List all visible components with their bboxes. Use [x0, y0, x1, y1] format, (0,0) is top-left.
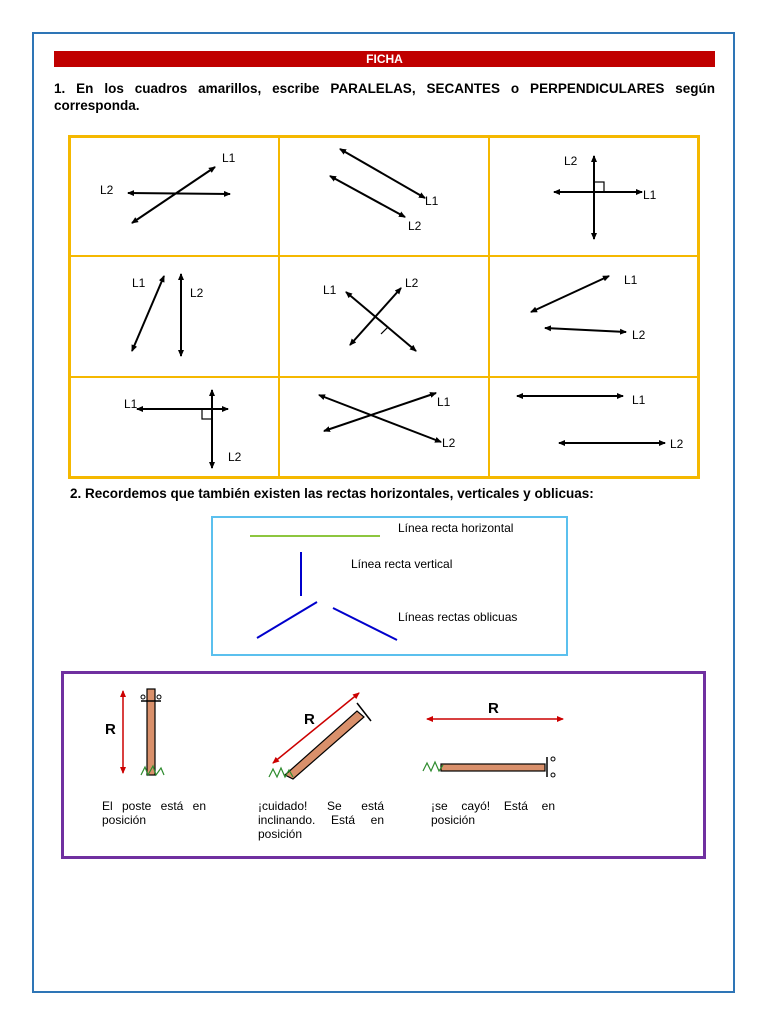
cell8-label-l2: L2	[442, 436, 456, 450]
cell4-label-l2: L2	[190, 286, 204, 300]
cell9-label-l1: L1	[632, 393, 646, 407]
pole2-caption: ¡cuidado! Se está inclinando. Está en posición	[258, 799, 384, 841]
page-title: FICHA	[54, 51, 715, 67]
cell2-label-l2: L2	[408, 219, 422, 233]
cell6-line-l1	[531, 276, 609, 312]
lines-grid-drawing	[68, 135, 700, 479]
pole-upright-illustration	[123, 689, 164, 775]
pole3-r-label: R	[488, 700, 499, 717]
line-types-drawing	[211, 516, 568, 656]
pole1-r-label: R	[105, 721, 116, 738]
cell6-label-l1: L1	[624, 273, 638, 287]
cell3-label-l2: L2	[564, 154, 578, 168]
cell3-label-l1: L1	[643, 188, 657, 202]
cell5-line-l2	[350, 288, 401, 345]
cell2-label-l1: L1	[425, 194, 439, 208]
cell8-line-l2	[319, 395, 441, 442]
cell8-line-l1	[324, 393, 436, 431]
cell1-label-l2: L2	[100, 183, 114, 197]
vertical-line-label: Línea recta vertical	[351, 557, 453, 571]
cell8-label-l1: L1	[437, 395, 451, 409]
cell7-label-l2: L2	[228, 450, 242, 464]
question-2: 2. Recordemos que también existen las rectas horizontales, verticales y oblicuas:	[70, 486, 594, 501]
horizontal-line-label: Línea recta horizontal	[398, 521, 514, 535]
cell5-label-l1: L1	[323, 283, 337, 297]
cell1-label-l1: L1	[222, 151, 236, 165]
cell6-label-l2: L2	[632, 328, 646, 342]
cell9-label-l2: L2	[670, 437, 684, 451]
question-1: 1. En los cuadros amarillos, escribe PARALELAS, SECANTES o PERPENDICULARES según corresponda.	[54, 81, 715, 113]
cell2-line-l2	[330, 176, 405, 217]
cell7-label-l1: L1	[124, 397, 138, 411]
cell5-label-l2: L2	[405, 276, 419, 290]
oblique-line-sample-left	[257, 602, 317, 638]
cell7-right-angle-mark	[202, 409, 212, 419]
pole2-r-label: R	[304, 711, 315, 728]
pole-fallen-illustration	[423, 719, 563, 777]
pole-inclined-illustration	[269, 693, 371, 779]
cell1-line-l2	[128, 193, 230, 194]
cell6-line-l2	[545, 328, 626, 332]
oblique-line-sample-right	[333, 608, 397, 640]
pole1-caption: El poste está en posición	[102, 799, 206, 827]
cell3-right-angle-mark	[594, 182, 604, 192]
pole3-caption: ¡se cayó! Está en posición	[431, 799, 555, 827]
cell2-line-l1	[340, 149, 425, 198]
cell4-label-l1: L1	[132, 276, 146, 290]
oblique-line-label: Líneas rectas oblicuas	[398, 610, 518, 624]
cell1-line-l1	[132, 167, 215, 223]
